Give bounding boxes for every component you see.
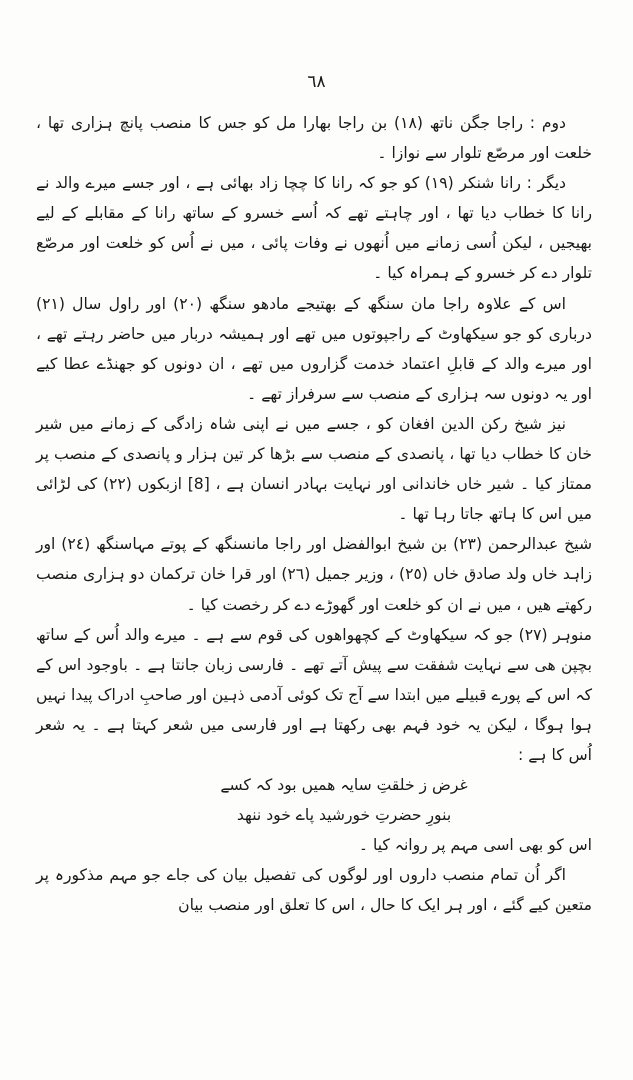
paragraph-madho-singh: اس کے علاوہ راجا مان سنگھ کے بھتیجے مادھو سنگھ (٢٠) اور راول سال (٢١) درباری کو جو سیکھاوٹ کے راجپوتوں میں تھے اور ہمیشہ دربار میں حاضر رہتے تھے ، اور میرے والد کے قابلِ اعتماد خدمت گزاروں میں تھے ، ان دونوں کو جھنڈے عطا کیے اور یہ دونوں سہ ہزاری کے منصب سے سرفراز تھے ۔ bbox=[36, 294, 592, 403]
page-number: ٦٨ bbox=[307, 72, 326, 92]
paragraph-abdul-rahman: شیخ عبدالرحمن (٢٣) بن شیخ ابوالفضل اور راجا مانسنگھ کے پوتے مہاسنگھ (٢٤) اور زاہد خاں ولد صادق خاں (٢٥) ، وزیر جمیل (٢٦) اور قرا خان ترکمان دو ہزاری منصب رکھتے ھیں ، میں نے ان کو خلعت اور گھوڑے دے کر رخصت کیا ۔ bbox=[36, 535, 593, 614]
paragraph-sent-on-campaign: اس کو بھی اسی مہم پر روانہ کیا ۔ bbox=[358, 836, 592, 855]
persian-verse bbox=[36, 770, 592, 830]
paragraph-mansabdars: اگر اُن تمام منصب داروں اور لوگوں کی تفصیل بیان کی جاے جو مہم مذکورہ پر متعین کیے گئے ، اور ہر ایک کا حال ، اس کا تعلق اور منصب بیان bbox=[36, 866, 592, 915]
main-text bbox=[36, 108, 592, 920]
paragraph-manohar: منوہر (٢٧) جو کہ سیکھاوٹ کے کچھواھوں کی قوم سے ہے ۔ میرے والد اُس کے ساتھ بچپن ھی سے نہایت شفقت سے پیش آتے تھے ۔ فارسی زبان جانتا ہے ۔ باوجود اس کے کہ اس کے پورے قبیلے میں ابتدا سے آج تک کوئی آدمی ذہین اور صاحبِ ادراک پیدا نہیں ہوا ہوگا ، لیکن یہ خود فہم بھی رکھتا ہے اور فارسی میں شعر کہتا ہے ۔ یہ شعر اُس کا ہے : bbox=[36, 625, 592, 764]
paragraph-rana-shankar: دیگر : رانا شنکر (١٩) کو جو کہ رانا کا چچا زاد بھائی ہے ، اور جسے میرے والد نے رانا کا خطاب دیا تھا ، اور چاہتے تھے کہ اُسے خسرو کے ساتھ رانا کے مقابلے کے لیے بھیجیں ، لیکن اُسی زمانے میں اُنھوں نے وفات پائی ، میں نے اُس کو خلعت اور مرصّع تلوار دے کر خسرو کے ہمراہ کیا ۔ bbox=[36, 174, 592, 283]
verse-line-2: بنورِ حضرتِ خورشید پاے خود ننهد bbox=[236, 806, 452, 825]
paragraph-jagannath: دوم : راجا جگن ناتھ (١٨) بن راجا بھارا مل کو جس کا منصب پانچ ہزاری تھا ، خلعت اور مرصّع تلوار سے نوازا ۔ bbox=[36, 114, 592, 163]
paragraph-sher-khan: نیز شیخ رکن الدین افغان کو ، جسے میں نے اپنی شاہ زادگی کے زمانے میں شیر خان کا خطاب دیا تھا ، پانصدی کے منصب سے بڑھا کر تین ہزار و پانصدی کے منصب پر ممتاز کیا ۔ شیر خاں خاندانی اور نہایت بہادر انسان ہے ، [8] ازبکوں (٢٢) کی لڑائی میں اس کا ہاتھ جاتا رہا تھا ۔ bbox=[36, 414, 592, 524]
verse-line-1: غرض ز خلقتِ سایہ همیں بود کہ کسے bbox=[220, 776, 468, 795]
